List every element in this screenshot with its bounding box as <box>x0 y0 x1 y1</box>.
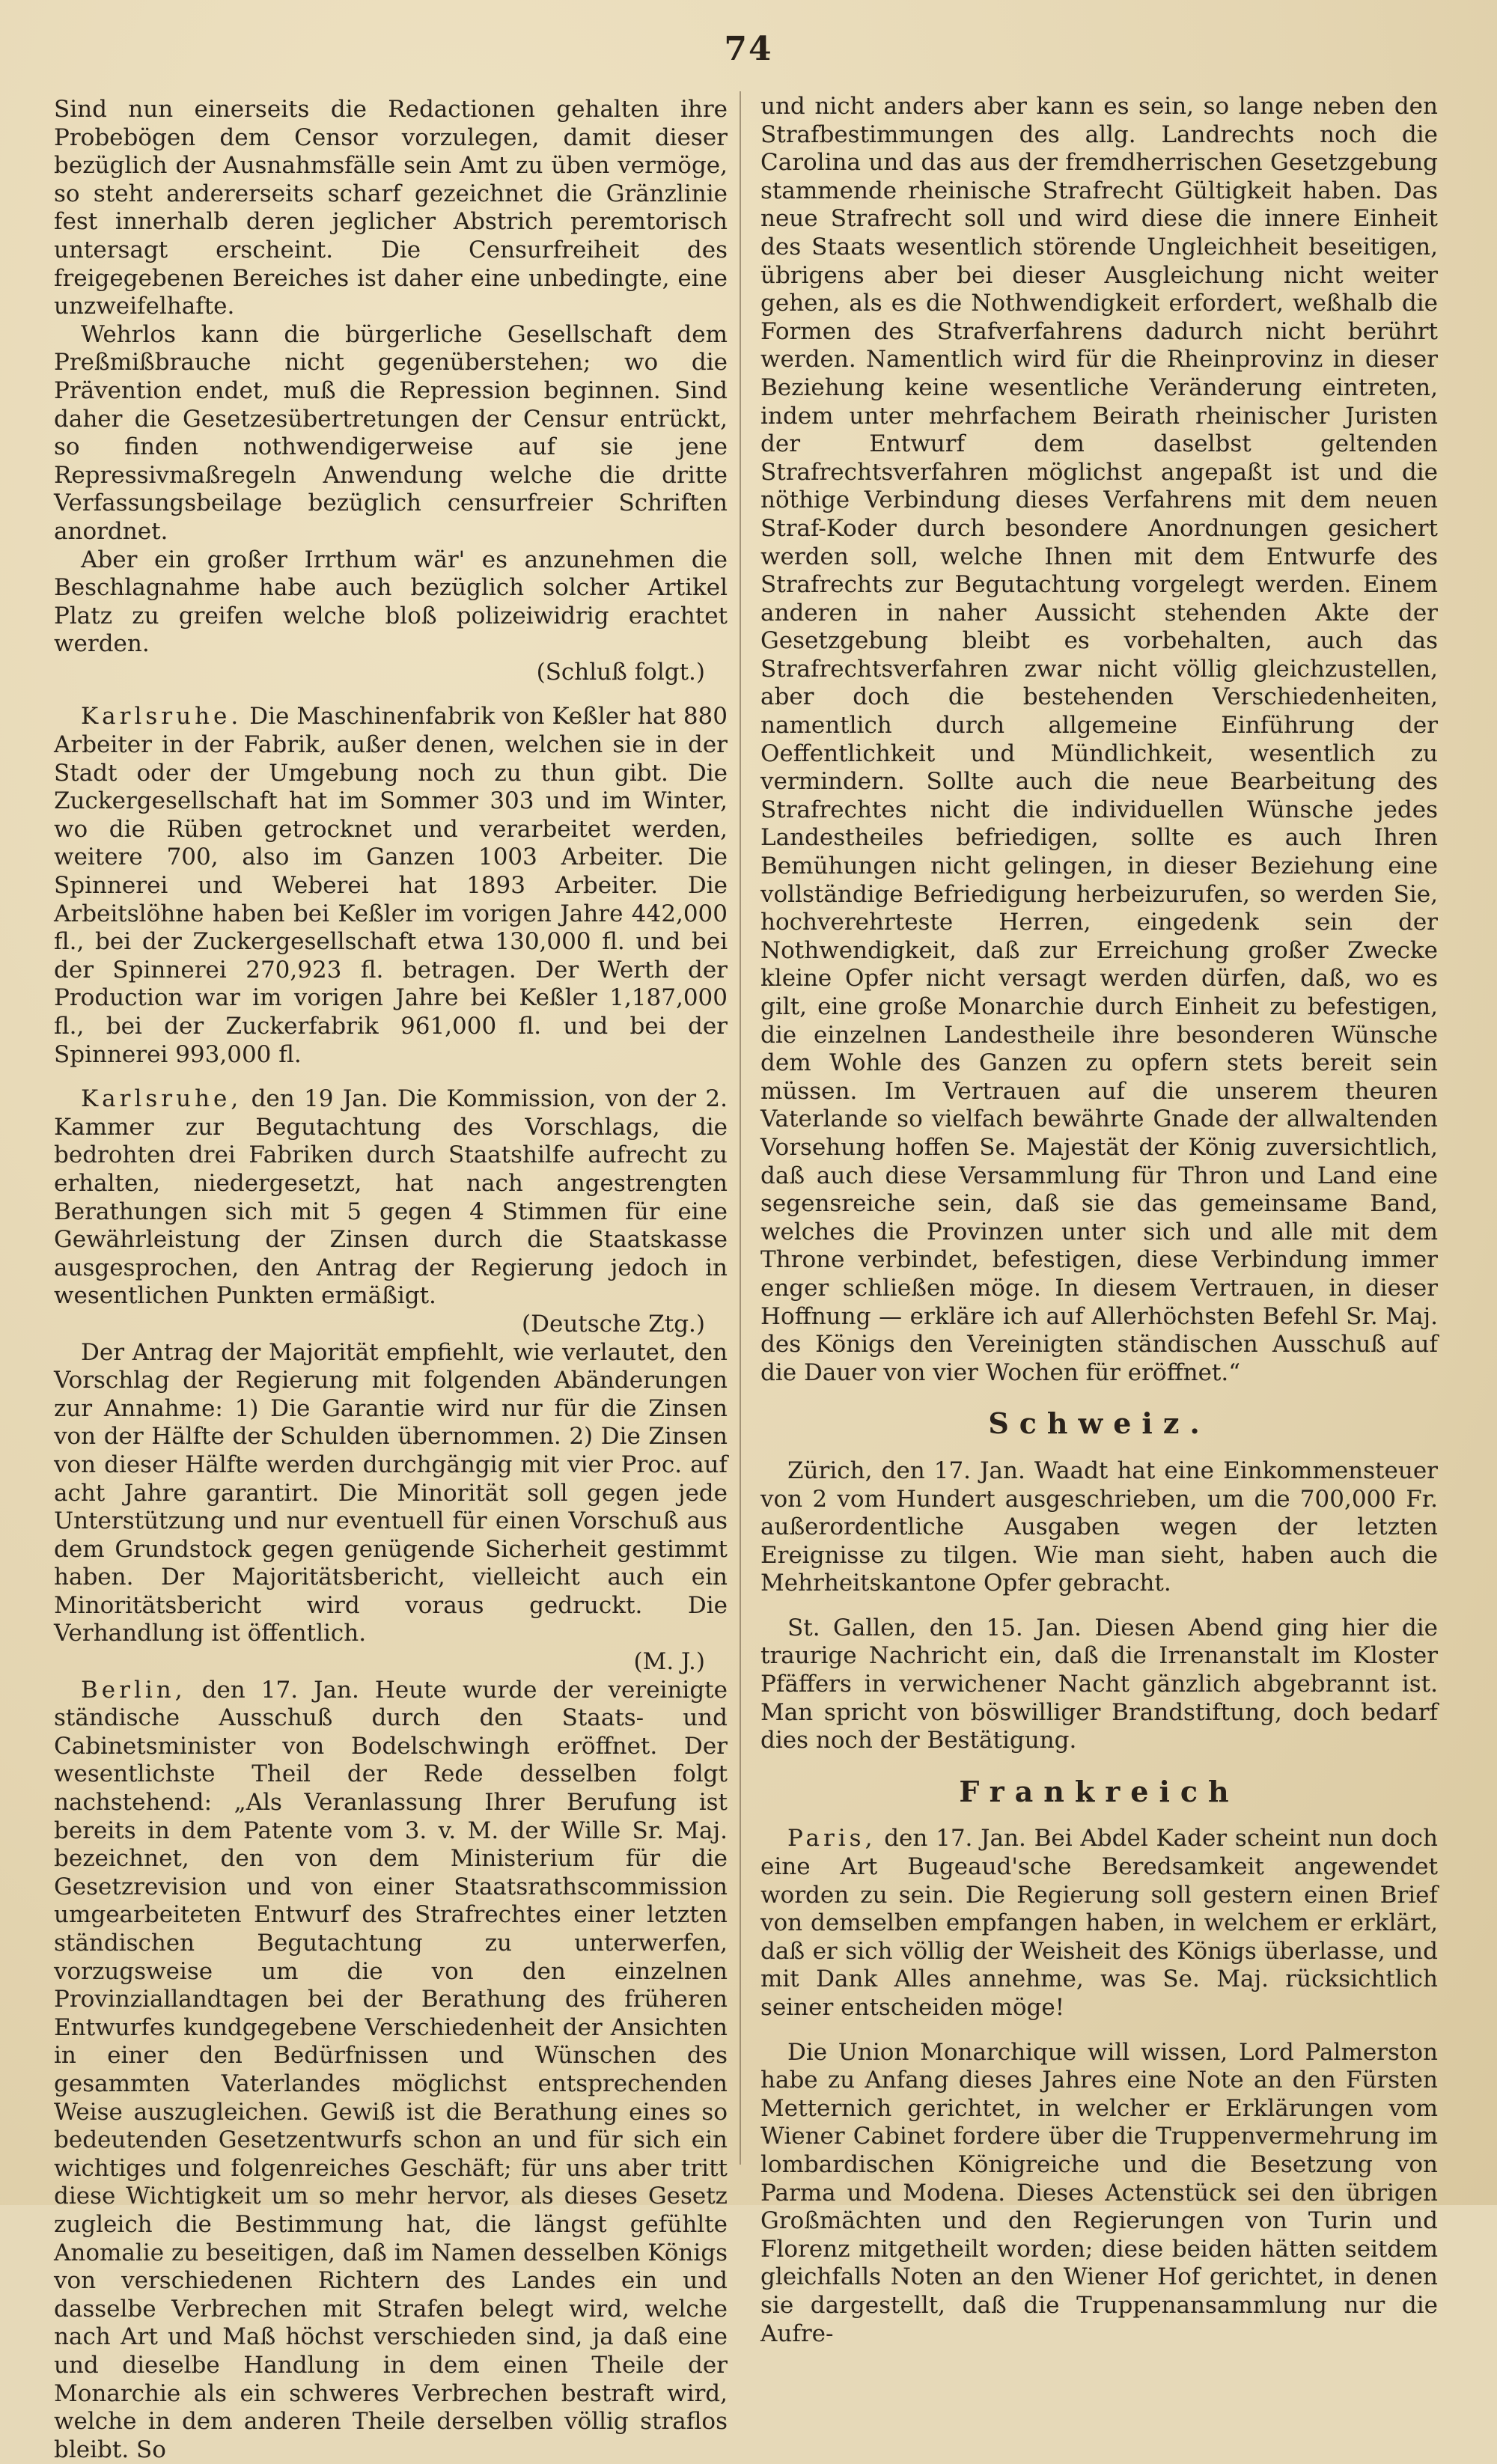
article-paragraph <box>760 93 1438 1387</box>
paragraph-gap <box>760 1598 1438 1614</box>
paragraph-gap <box>54 686 728 703</box>
dateline: Karlsruhe, <box>81 1085 243 1113</box>
article-paragraph <box>54 1339 728 1677</box>
article-paragraph <box>760 1457 1438 1598</box>
article-paragraph <box>54 96 728 321</box>
article-paragraph <box>54 546 728 687</box>
dateline: Paris, <box>787 1825 876 1852</box>
dateline: Karlsruhe. <box>81 703 243 731</box>
paragraph-text: Wehrlos kann die bürgerliche Gesellschaft dem Preßmißbrauche nicht gegenüberstehen; wo die Prävention endet, muß die Repression beginnen. Sind daher die Gesetzesübertretungen der Censur entrückt, so finden nothwendigerweise auf sie jene Repressivmaßregeln Anwendung welche die dritte Verfassungsbeilage bezüglich censurfreier Schriften anordnet. <box>54 320 728 545</box>
right-column <box>760 93 1438 2348</box>
paragraph-text: den 17. Jan. Heute wurde der vereinigte ständische Ausschuß durch den Staats- und Cabinetsminister von Bodelschwingh eröffnet. Der wesentlichste Theil der Rede desselben folgt nachstehend: „Als Veranlassung Ihrer Berufung ist bereits in dem Patente vom 3. v. M. der Wille Sr. Maj. bezeichnet, den von dem Ministerium für die Gesetzrevision und von einer Staatsrathscommission umgearbeiteten Entwurf des Strafrechtes einer letzten ständischen Begutachtung zu unterwerfen, vorzugsweise um die von den einzelnen Provinziallandtagen bei der Berathung des früheren Entwurfes kundgegebene Verschiedenheit der Ansichten in einer den Bedürfnissen und Wünschen des gesammten Vaterlandes möglichst entsprechenden Weise auszugleichen. Gewiß ist die Berathung eines so bedeutenden Gesetzentwurfs schon an und für sich ein wichtiges und folgenreiches Geschäft; für uns aber tritt diese Wichtigkeit um so mehr hervor, als dieses Gesetz zugleich die Bestimmung hat, die längst gefühlte Anomalie zu beseitigen, daß im Namen desselben Königs von verschiedenen Richtern des Landes ein und dasselbe Verbrechen mit Strafen belegt wird, welche nach Art und Maß höchst verschieden sind, ja daß eine und dieselbe Handlung in dem einen Theile der Monarchie als ein schweres Verbrechen bestraft wird, welche in dem anderen Theile derselben völlig straflos bleibt. So <box>54 1676 728 2463</box>
article-paragraph <box>760 2039 1438 2349</box>
article-paragraph <box>54 1085 728 1338</box>
source-attribution: (Schluß folgt.) <box>536 658 705 686</box>
paragraph-gap <box>760 2022 1438 2039</box>
source-attribution: (M. J.) <box>633 1648 705 1676</box>
paragraph-text: Aber ein großer Irrthum wär' es anzunehmen die Beschlagnahme habe auch bezüglich solcher Artikel Platz zu greifen welche bloß polizeiwidrig erachtet werden. <box>54 546 728 658</box>
left-column <box>54 96 728 2464</box>
paragraph-text: Zürich, den 17. Jan. Waadt hat eine Einkommensteuer von 2 vom Hundert ausgeschrieben, um die 700,000 Fr. außerordentliche Ausgaben wegen der letzten Ereignisse zu tilgen. Wie man sieht, haben auch die Mehrheitskantone Opfer gebracht. <box>760 1457 1438 1597</box>
paragraph-text: den 17. Jan. Bei Abdel Kader scheint nun doch eine Art Bugeaud'sche Beredsamkeit angewendet worden zu sein. Die Regierung soll gestern einen Brief von demselben empfangen haben, in welchem er erklärt, daß er sich völlig der Weisheit des Königs überlasse, und mit Dank Alles annehme, was Se. Maj. rücksichtlich seiner entscheiden möge! <box>760 1825 1438 2021</box>
page-number: 74 <box>724 30 773 68</box>
column-divider <box>740 91 741 2165</box>
paragraph-text: Der Antrag der Majorität empfiehlt, wie verlautet, den Vorschlag der Regierung mit folgenden Abänderungen zur Annahme: 1) Die Garantie wird nur für die Zinsen von der Hälfte der Schulden übernommen. 2) Die Zinsen von dieser Hälfte werden durchgängig mit vier Proc. auf acht Jahre garantirt. Die Minorität soll gegen jede Unterstützung und nur eventuell für einen Vorschuß aus dem Grundstock gegen genügende Sicherheit gestimmt haben. Der Majoritätsbericht, vielleicht auch ein Minoritätsbericht wird voraus gedruckt. Die Verhandlung ist öffentlich. <box>54 1338 728 1647</box>
dateline: Berlin, <box>81 1676 186 1704</box>
paragraph-text: St. Gallen, den 15. Jan. Diesen Abend ging hier die traurige Nachricht ein, daß die Irrenanstalt im Kloster Pfäffers in verwichener Nacht gänzlich abgebrannt ist. Man spricht von böswilliger Brandstiftung, doch bedarf dies noch der Bestätigung. <box>760 1614 1438 1754</box>
paragraph-text: und nicht anders aber kann es sein, so lange neben den Strafbestimmungen des allg. Landrechts noch die Carolina und das aus der fremdherrischen Gesetzgebung stammende rheinische Strafrecht Gültigkeit haben. Das neue Strafrecht soll und wird diese die innere Einheit des Staats wesentlich störende Ungleichheit beseitigen, übrigens aber bei dieser Ausgleichung nicht weiter gehen, als es die Nothwendigkeit erfordert, weßhalb die Formen des Strafverfahrens dadurch nicht berührt werden. Namentlich wird für die Rheinprovinz in dieser Beziehung keine wesentliche Veränderung eintreten, indem unter mehrfachem Beirath rheinischer Juristen der Entwurf dem daselbst geltenden Strafrechtsverfahren möglichst angepaßt ist und die nöthige Verbindung dieses Verfahrens mit dem neuen Straf-Koder durch besondere Anordnungen gesichert werden soll, welche Ihnen mit dem Entwurfe des Strafrechts zur Begutachtung vorgelegt werden. Einem anderen in naher Aussicht stehenden Akte der Gesetzgebung bleibt es vorbehalten, auch das Strafrechtsverfahren zwar nicht völlig gleichzustellen, aber doch die bestehenden Verschiedenheiten, namentlich durch allgemeine Einführung der Oeffentlichkeit und Mündlichkeit, wesentlich zu vermindern. Sollte auch die neue Bearbeitung des Strafrechtes nicht die individuellen Wünsche jedes Landestheiles befriedigen, sollte es auch Ihren Bemühungen nicht gelingen, in dieser Beziehung eine vollständige Befriedigung herbeizurufen, so werden Sie, hochverehrteste Herren, eingedenk sein der Nothwendigkeit, daß zur Erreichung großer Zwecke kleine Opfer nicht versagt werden dürfen, daß, wo es gilt, eine große Monarchie durch Einheit zu befestigen, die einzelnen Landestheile ihre besonderen Wünsche dem Wohle des Ganzen zu opfern stets bereit sein müssen. Im Vertrauen auf die unserem theuren Vaterlande so vielfach bewährte Gnade der allwaltenden Vorsehung hoffen Se. Majestät der König zuversichtlich, daß auch diese Versammlung für Thron und Land eine segensreiche sein, daß sie das gemeinsame Band, welches die Provinzen unter sich und alle mit dem Throne verbindet, befestigen, diese Verbindung immer enger schließen möge. In diesem Vertrauen, in dieser Hoffnung — erkläre ich auf Allerhöchsten Befehl Sr. Maj. des Königs den Vereinigten ständischen Ausschuß auf die Dauer von vier Wochen für eröffnet.“ <box>760 93 1438 1386</box>
paragraph-gap <box>54 1069 728 1085</box>
paragraph-text: Die Union Monarchique will wissen, Lord Palmerston habe zu Anfang dieses Jahres eine Note an den Fürsten Metternich gerichtet, in welcher er Erklärungen vom Wiener Cabinet fordere über die Truppenvermehrung im lombardischen Königreiche und die Besetzung von Parma und Modena. Dieses Actenstück sei den übrigen Großmächten und den Regierungen von Turin und Florenz mitgetheilt worden; diese beiden hätten seitdem gleichfalls Noten an den Wiener Hof gerichtet, in denen sie dargestellt, daß die Truppenansammlung nur die Aufre- <box>760 2038 1438 2347</box>
section-heading: Schweiz. <box>988 1406 1210 1441</box>
paragraph-text: Die Maschinenfabrik von Keßler hat 880 Arbeiter in der Fabrik, außer denen, welchen sie in der Stadt oder der Umgebung noch zu thun gibt. Die Zuckergesellschaft hat im Sommer 303 und im Winter, wo die Rüben getrocknet und verarbeitet werden, weitere 700, also im Ganzen 1003 Arbeiter. Die Spinnerei und Weberei hat 1893 Arbeiter. Die Arbeitslöhne haben bei Keßler im vorigen Jahre 442,000 fl., bei der Zuckergesellschaft etwa 130,000 fl. und bei der Spinnerei 270,923 fl. betragen. Der Werth der Production war im vorigen Jahre bei Keßler 1,187,000 fl., bei der Zuckerfabrik 961,000 fl. und bei der Spinnerei 993,000 fl. <box>54 703 728 1068</box>
source-attribution: (Deutsche Ztg.) <box>522 1310 705 1338</box>
paragraph-text: den 19 Jan. Die Kommission, von der 2. Kammer zur Begutachtung des Vorschlags, die bedrohten drei Fabriken durch Staatshilfe aufrecht zu erhalten, niedergesetzt, hat nach angestrengten Berathungen sich mit 5 gegen 4 Stimmen für eine Gewährleistung der Zinsen durch die Staatskasse ausgesprochen, den Antrag der Regierung jedoch in wesentlichen Punkten ermäßigt. <box>54 1085 728 1310</box>
article-paragraph <box>760 1825 1438 2022</box>
article-paragraph <box>54 321 728 546</box>
section-heading: Frankreich <box>959 1774 1240 1808</box>
article-paragraph <box>760 1614 1438 1755</box>
paragraph-text: Sind nun einerseits die Redactionen gehalten ihre Probebögen dem Censor vorzulegen, damit dieser bezüglich der Ausnahmsfälle sein Amt zu üben vermöge, so steht andererseits scharf gezeichnet die Gränzlinie fest innerhalb deren jeglicher Abstrich peremtorisch untersagt erscheint. Die Censurfreiheit des freigegebenen Bereiches ist daher eine unbedingte, eine unzweifelhafte. <box>54 96 728 320</box>
article-paragraph <box>54 1677 728 2464</box>
article-paragraph <box>54 703 728 1069</box>
